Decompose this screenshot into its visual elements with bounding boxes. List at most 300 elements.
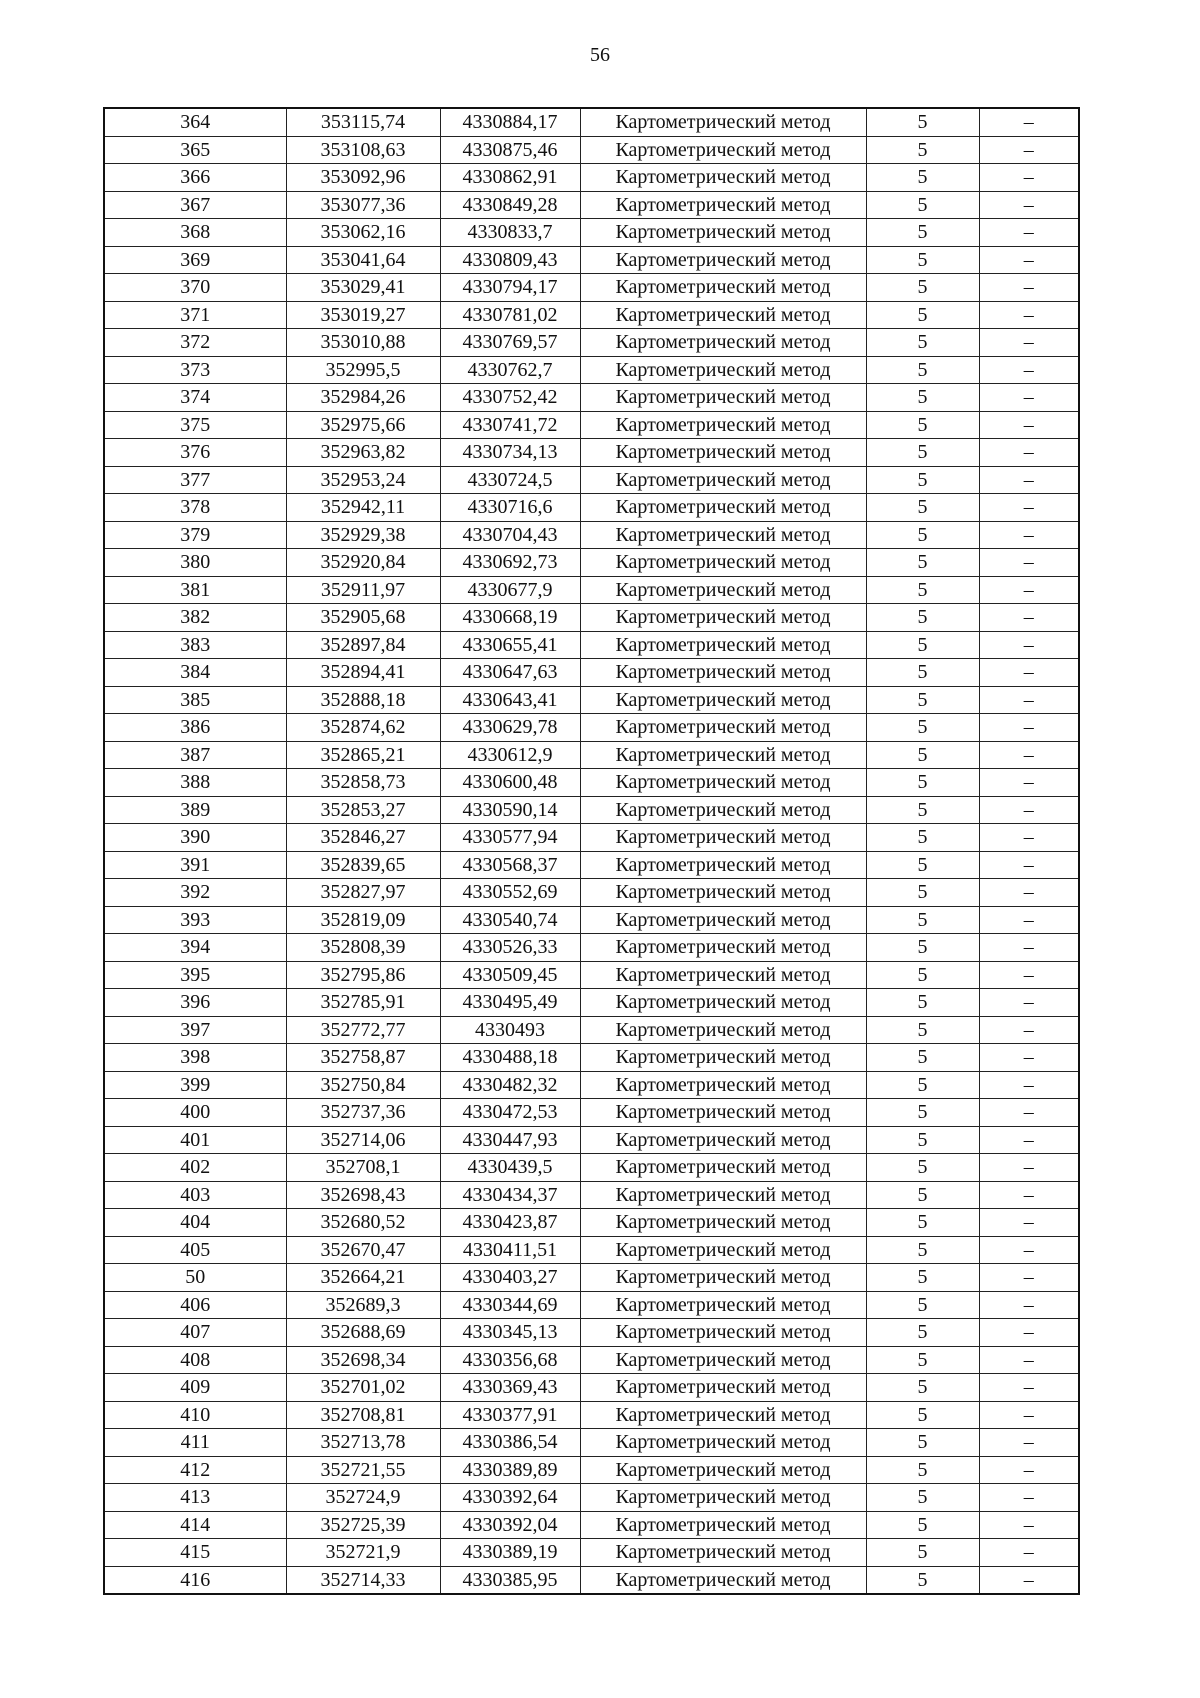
point-number-cell: 387 [104, 741, 286, 769]
point-number-cell: 365 [104, 136, 286, 164]
point-number-cell: 389 [104, 796, 286, 824]
point-number-cell: 367 [104, 191, 286, 219]
y-coordinate-cell: 4330668,19 [440, 604, 580, 632]
table-row [104, 439, 1079, 467]
table-row [104, 851, 1079, 879]
x-coordinate-cell: 353029,41 [286, 274, 440, 302]
y-coordinate-cell: 4330862,91 [440, 164, 580, 192]
table-row [104, 1071, 1079, 1099]
description-cell: – [979, 521, 1079, 549]
description-cell: – [979, 1154, 1079, 1182]
method-cell: Картометрический метод [580, 1346, 866, 1374]
y-coordinate-cell: 4330762,7 [440, 356, 580, 384]
point-number-cell: 405 [104, 1236, 286, 1264]
table-row [104, 1154, 1079, 1182]
point-number-cell: 376 [104, 439, 286, 467]
point-number-cell: 364 [104, 108, 286, 136]
accuracy-cell: 5 [866, 246, 979, 274]
description-cell: – [979, 1291, 1079, 1319]
point-number-cell: 415 [104, 1539, 286, 1567]
x-coordinate-cell: 352874,62 [286, 714, 440, 742]
method-cell: Картометрический метод [580, 246, 866, 274]
x-coordinate-cell: 353019,27 [286, 301, 440, 329]
method-cell: Картометрический метод [580, 906, 866, 934]
accuracy-cell: 5 [866, 1374, 979, 1402]
y-coordinate-cell: 4330386,54 [440, 1429, 580, 1457]
accuracy-cell: 5 [866, 1539, 979, 1567]
table-row [104, 466, 1079, 494]
table-body [104, 108, 1079, 1594]
x-coordinate-cell: 352758,87 [286, 1044, 440, 1072]
accuracy-cell: 5 [866, 329, 979, 357]
table-row [104, 1374, 1079, 1402]
accuracy-cell: 5 [866, 1181, 979, 1209]
x-coordinate-cell: 352688,69 [286, 1319, 440, 1347]
method-cell: Картометрический метод [580, 164, 866, 192]
table-row [104, 769, 1079, 797]
description-cell: – [979, 1566, 1079, 1594]
description-cell: – [979, 356, 1079, 384]
accuracy-cell: 5 [866, 796, 979, 824]
description-cell: – [979, 1511, 1079, 1539]
y-coordinate-cell: 4330769,57 [440, 329, 580, 357]
method-cell: Картометрический метод [580, 879, 866, 907]
x-coordinate-cell: 353041,64 [286, 246, 440, 274]
x-coordinate-cell: 352725,39 [286, 1511, 440, 1539]
description-cell: – [979, 741, 1079, 769]
method-cell: Картометрический метод [580, 576, 866, 604]
table-row [104, 879, 1079, 907]
method-cell: Картометрический метод [580, 191, 866, 219]
y-coordinate-cell: 4330447,93 [440, 1126, 580, 1154]
y-coordinate-cell: 4330716,6 [440, 494, 580, 522]
description-cell: – [979, 769, 1079, 797]
method-cell: Картометрический метод [580, 989, 866, 1017]
table-row [104, 714, 1079, 742]
accuracy-cell: 5 [866, 1099, 979, 1127]
x-coordinate-cell: 352737,36 [286, 1099, 440, 1127]
method-cell: Картометрический метод [580, 961, 866, 989]
description-cell: – [979, 1044, 1079, 1072]
method-cell: Картометрический метод [580, 136, 866, 164]
point-number-cell: 401 [104, 1126, 286, 1154]
x-coordinate-cell: 352750,84 [286, 1071, 440, 1099]
method-cell: Картометрический метод [580, 1044, 866, 1072]
table-row [104, 1539, 1079, 1567]
description-cell: – [979, 961, 1079, 989]
point-number-cell: 384 [104, 659, 286, 687]
y-coordinate-cell: 4330482,32 [440, 1071, 580, 1099]
method-cell: Картометрический метод [580, 631, 866, 659]
x-coordinate-cell: 352721,9 [286, 1539, 440, 1567]
table-row [104, 521, 1079, 549]
table-row [104, 108, 1079, 136]
description-cell: – [979, 1099, 1079, 1127]
table-row [104, 631, 1079, 659]
method-cell: Картометрический метод [580, 384, 866, 412]
description-cell: – [979, 604, 1079, 632]
point-number-cell: 381 [104, 576, 286, 604]
table-row [104, 1566, 1079, 1594]
accuracy-cell: 5 [866, 824, 979, 852]
description-cell: – [979, 824, 1079, 852]
description-cell: – [979, 136, 1079, 164]
y-coordinate-cell: 4330629,78 [440, 714, 580, 742]
x-coordinate-cell: 352865,21 [286, 741, 440, 769]
accuracy-cell: 5 [866, 879, 979, 907]
y-coordinate-cell: 4330389,89 [440, 1456, 580, 1484]
point-number-cell: 392 [104, 879, 286, 907]
accuracy-cell: 5 [866, 686, 979, 714]
point-number-cell: 416 [104, 1566, 286, 1594]
description-cell: – [979, 796, 1079, 824]
x-coordinate-cell: 352942,11 [286, 494, 440, 522]
coordinates-table [103, 107, 1080, 1595]
x-coordinate-cell: 352714,06 [286, 1126, 440, 1154]
method-cell: Картометрический метод [580, 1374, 866, 1402]
point-number-cell: 366 [104, 164, 286, 192]
point-number-cell: 371 [104, 301, 286, 329]
x-coordinate-cell: 352853,27 [286, 796, 440, 824]
description-cell: – [979, 1401, 1079, 1429]
y-coordinate-cell: 4330677,9 [440, 576, 580, 604]
table-row [104, 219, 1079, 247]
table-row [104, 549, 1079, 577]
point-number-cell: 409 [104, 1374, 286, 1402]
point-number-cell: 413 [104, 1484, 286, 1512]
method-cell: Картометрический метод [580, 108, 866, 136]
point-number-cell: 383 [104, 631, 286, 659]
method-cell: Картометрический метод [580, 824, 866, 852]
description-cell: – [979, 108, 1079, 136]
description-cell: – [979, 906, 1079, 934]
accuracy-cell: 5 [866, 1566, 979, 1594]
table-row [104, 686, 1079, 714]
method-cell: Картометрический метод [580, 219, 866, 247]
y-coordinate-cell: 4330752,42 [440, 384, 580, 412]
x-coordinate-cell: 352708,1 [286, 1154, 440, 1182]
y-coordinate-cell: 4330526,33 [440, 934, 580, 962]
x-coordinate-cell: 353115,74 [286, 108, 440, 136]
y-coordinate-cell: 4330434,37 [440, 1181, 580, 1209]
y-coordinate-cell: 4330568,37 [440, 851, 580, 879]
point-number-cell: 396 [104, 989, 286, 1017]
method-cell: Картометрический метод [580, 714, 866, 742]
accuracy-cell: 5 [866, 1511, 979, 1539]
x-coordinate-cell: 352713,78 [286, 1429, 440, 1457]
y-coordinate-cell: 4330540,74 [440, 906, 580, 934]
y-coordinate-cell: 4330833,7 [440, 219, 580, 247]
method-cell: Картометрический метод [580, 659, 866, 687]
table-row [104, 1484, 1079, 1512]
point-number-cell: 395 [104, 961, 286, 989]
accuracy-cell: 5 [866, 301, 979, 329]
point-number-cell: 379 [104, 521, 286, 549]
method-cell: Картометрический метод [580, 549, 866, 577]
accuracy-cell: 5 [866, 1291, 979, 1319]
y-coordinate-cell: 4330423,87 [440, 1209, 580, 1237]
method-cell: Картометрический метод [580, 1566, 866, 1594]
y-coordinate-cell: 4330849,28 [440, 191, 580, 219]
description-cell: – [979, 301, 1079, 329]
y-coordinate-cell: 4330884,17 [440, 108, 580, 136]
method-cell: Картометрический метод [580, 1154, 866, 1182]
x-coordinate-cell: 352894,41 [286, 659, 440, 687]
y-coordinate-cell: 4330741,72 [440, 411, 580, 439]
point-number-cell: 375 [104, 411, 286, 439]
method-cell: Картометрический метод [580, 274, 866, 302]
accuracy-cell: 5 [866, 1429, 979, 1457]
description-cell: – [979, 1429, 1079, 1457]
description-cell: – [979, 384, 1079, 412]
point-number-cell: 368 [104, 219, 286, 247]
accuracy-cell: 5 [866, 219, 979, 247]
point-number-cell: 369 [104, 246, 286, 274]
accuracy-cell: 5 [866, 164, 979, 192]
accuracy-cell: 5 [866, 356, 979, 384]
table-row [104, 274, 1079, 302]
description-cell: – [979, 659, 1079, 687]
point-number-cell: 373 [104, 356, 286, 384]
description-cell: – [979, 851, 1079, 879]
accuracy-cell: 5 [866, 851, 979, 879]
method-cell: Картометрический метод [580, 1539, 866, 1567]
y-coordinate-cell: 4330600,48 [440, 769, 580, 797]
y-coordinate-cell: 4330734,13 [440, 439, 580, 467]
description-cell: – [979, 631, 1079, 659]
y-coordinate-cell: 4330647,63 [440, 659, 580, 687]
description-cell: – [979, 934, 1079, 962]
y-coordinate-cell: 4330509,45 [440, 961, 580, 989]
point-number-cell: 406 [104, 1291, 286, 1319]
point-number-cell: 408 [104, 1346, 286, 1374]
accuracy-cell: 5 [866, 1264, 979, 1292]
table-row [104, 1236, 1079, 1264]
table-row [104, 576, 1079, 604]
x-coordinate-cell: 352714,33 [286, 1566, 440, 1594]
description-cell: – [979, 714, 1079, 742]
y-coordinate-cell: 4330345,13 [440, 1319, 580, 1347]
table-row [104, 934, 1079, 962]
y-coordinate-cell: 4330392,64 [440, 1484, 580, 1512]
accuracy-cell: 5 [866, 741, 979, 769]
accuracy-cell: 5 [866, 1209, 979, 1237]
method-cell: Картометрический метод [580, 439, 866, 467]
method-cell: Картометрический метод [580, 1319, 866, 1347]
y-coordinate-cell: 4330781,02 [440, 301, 580, 329]
table-row [104, 1319, 1079, 1347]
x-coordinate-cell: 352698,34 [286, 1346, 440, 1374]
x-coordinate-cell: 352689,3 [286, 1291, 440, 1319]
description-cell: – [979, 1539, 1079, 1567]
point-number-cell: 378 [104, 494, 286, 522]
x-coordinate-cell: 352846,27 [286, 824, 440, 852]
method-cell: Картометрический метод [580, 1401, 866, 1429]
description-cell: – [979, 879, 1079, 907]
point-number-cell: 382 [104, 604, 286, 632]
method-cell: Картометрический метод [580, 521, 866, 549]
point-number-cell: 372 [104, 329, 286, 357]
y-coordinate-cell: 4330794,17 [440, 274, 580, 302]
x-coordinate-cell: 352888,18 [286, 686, 440, 714]
point-number-cell: 374 [104, 384, 286, 412]
accuracy-cell: 5 [866, 274, 979, 302]
x-coordinate-cell: 352701,02 [286, 1374, 440, 1402]
method-cell: Картометрический метод [580, 769, 866, 797]
accuracy-cell: 5 [866, 494, 979, 522]
x-coordinate-cell: 352963,82 [286, 439, 440, 467]
description-cell: – [979, 1456, 1079, 1484]
table-row [104, 329, 1079, 357]
accuracy-cell: 5 [866, 521, 979, 549]
point-number-cell: 411 [104, 1429, 286, 1457]
accuracy-cell: 5 [866, 1154, 979, 1182]
description-cell: – [979, 466, 1079, 494]
y-coordinate-cell: 4330493 [440, 1016, 580, 1044]
method-cell: Картометрический метод [580, 494, 866, 522]
description-cell: – [979, 1181, 1079, 1209]
y-coordinate-cell: 4330809,43 [440, 246, 580, 274]
accuracy-cell: 5 [866, 631, 979, 659]
accuracy-cell: 5 [866, 136, 979, 164]
accuracy-cell: 5 [866, 1346, 979, 1374]
table-row [104, 741, 1079, 769]
table-row [104, 1291, 1079, 1319]
x-coordinate-cell: 352839,65 [286, 851, 440, 879]
y-coordinate-cell: 4330356,68 [440, 1346, 580, 1374]
table-row [104, 1016, 1079, 1044]
x-coordinate-cell: 352795,86 [286, 961, 440, 989]
table-row [104, 1209, 1079, 1237]
x-coordinate-cell: 352772,77 [286, 1016, 440, 1044]
x-coordinate-cell: 352664,21 [286, 1264, 440, 1292]
x-coordinate-cell: 352721,55 [286, 1456, 440, 1484]
table-row [104, 1099, 1079, 1127]
point-number-cell: 403 [104, 1181, 286, 1209]
point-number-cell: 391 [104, 851, 286, 879]
point-number-cell: 404 [104, 1209, 286, 1237]
table-row [104, 604, 1079, 632]
description-cell: – [979, 549, 1079, 577]
y-coordinate-cell: 4330590,14 [440, 796, 580, 824]
description-cell: – [979, 1346, 1079, 1374]
accuracy-cell: 5 [866, 384, 979, 412]
description-cell: – [979, 219, 1079, 247]
x-coordinate-cell: 352920,84 [286, 549, 440, 577]
y-coordinate-cell: 4330472,53 [440, 1099, 580, 1127]
x-coordinate-cell: 353092,96 [286, 164, 440, 192]
table-row [104, 136, 1079, 164]
table-row [104, 1346, 1079, 1374]
table-row [104, 659, 1079, 687]
method-cell: Картометрический метод [580, 329, 866, 357]
accuracy-cell: 5 [866, 1016, 979, 1044]
table-row [104, 246, 1079, 274]
accuracy-cell: 5 [866, 961, 979, 989]
y-coordinate-cell: 4330344,69 [440, 1291, 580, 1319]
method-cell: Картометрический метод [580, 1456, 866, 1484]
x-coordinate-cell: 352975,66 [286, 411, 440, 439]
method-cell: Картометрический метод [580, 1016, 866, 1044]
point-number-cell: 390 [104, 824, 286, 852]
table-row [104, 356, 1079, 384]
table-row [104, 1181, 1079, 1209]
method-cell: Картометрический метод [580, 1126, 866, 1154]
table-row [104, 961, 1079, 989]
table-row [104, 989, 1079, 1017]
description-cell: – [979, 164, 1079, 192]
method-cell: Картометрический метод [580, 1099, 866, 1127]
y-coordinate-cell: 4330403,27 [440, 1264, 580, 1292]
description-cell: – [979, 494, 1079, 522]
accuracy-cell: 5 [866, 411, 979, 439]
description-cell: – [979, 191, 1079, 219]
accuracy-cell: 5 [866, 906, 979, 934]
x-coordinate-cell: 352911,97 [286, 576, 440, 604]
accuracy-cell: 5 [866, 769, 979, 797]
accuracy-cell: 5 [866, 1071, 979, 1099]
description-cell: – [979, 576, 1079, 604]
x-coordinate-cell: 352827,97 [286, 879, 440, 907]
method-cell: Картометрический метод [580, 604, 866, 632]
table-row [104, 191, 1079, 219]
y-coordinate-cell: 4330577,94 [440, 824, 580, 852]
description-cell: – [979, 1236, 1079, 1264]
accuracy-cell: 5 [866, 1456, 979, 1484]
x-coordinate-cell: 352953,24 [286, 466, 440, 494]
method-cell: Картометрический метод [580, 1511, 866, 1539]
description-cell: – [979, 274, 1079, 302]
description-cell: – [979, 1016, 1079, 1044]
table-row [104, 411, 1079, 439]
x-coordinate-cell: 352984,26 [286, 384, 440, 412]
page-number: 56 [590, 44, 610, 66]
accuracy-cell: 5 [866, 604, 979, 632]
method-cell: Картометрический метод [580, 1181, 866, 1209]
point-number-cell: 414 [104, 1511, 286, 1539]
accuracy-cell: 5 [866, 934, 979, 962]
point-number-cell: 412 [104, 1456, 286, 1484]
point-number-cell: 400 [104, 1099, 286, 1127]
table-row [104, 906, 1079, 934]
table-row [104, 796, 1079, 824]
table-row [104, 384, 1079, 412]
description-cell: – [979, 411, 1079, 439]
point-number-cell: 394 [104, 934, 286, 962]
y-coordinate-cell: 4330704,43 [440, 521, 580, 549]
description-cell: – [979, 686, 1079, 714]
description-cell: – [979, 439, 1079, 467]
accuracy-cell: 5 [866, 714, 979, 742]
method-cell: Картометрический метод [580, 796, 866, 824]
table-row [104, 1429, 1079, 1457]
description-cell: – [979, 1264, 1079, 1292]
x-coordinate-cell: 352808,39 [286, 934, 440, 962]
accuracy-cell: 5 [866, 1126, 979, 1154]
accuracy-cell: 5 [866, 989, 979, 1017]
accuracy-cell: 5 [866, 576, 979, 604]
description-cell: – [979, 1374, 1079, 1402]
method-cell: Картометрический метод [580, 1264, 866, 1292]
y-coordinate-cell: 4330612,9 [440, 741, 580, 769]
y-coordinate-cell: 4330411,51 [440, 1236, 580, 1264]
method-cell: Картометрический метод [580, 356, 866, 384]
method-cell: Картометрический метод [580, 1484, 866, 1512]
method-cell: Картометрический метод [580, 1209, 866, 1237]
method-cell: Картометрический метод [580, 411, 866, 439]
table-row [104, 494, 1079, 522]
y-coordinate-cell: 4330643,41 [440, 686, 580, 714]
